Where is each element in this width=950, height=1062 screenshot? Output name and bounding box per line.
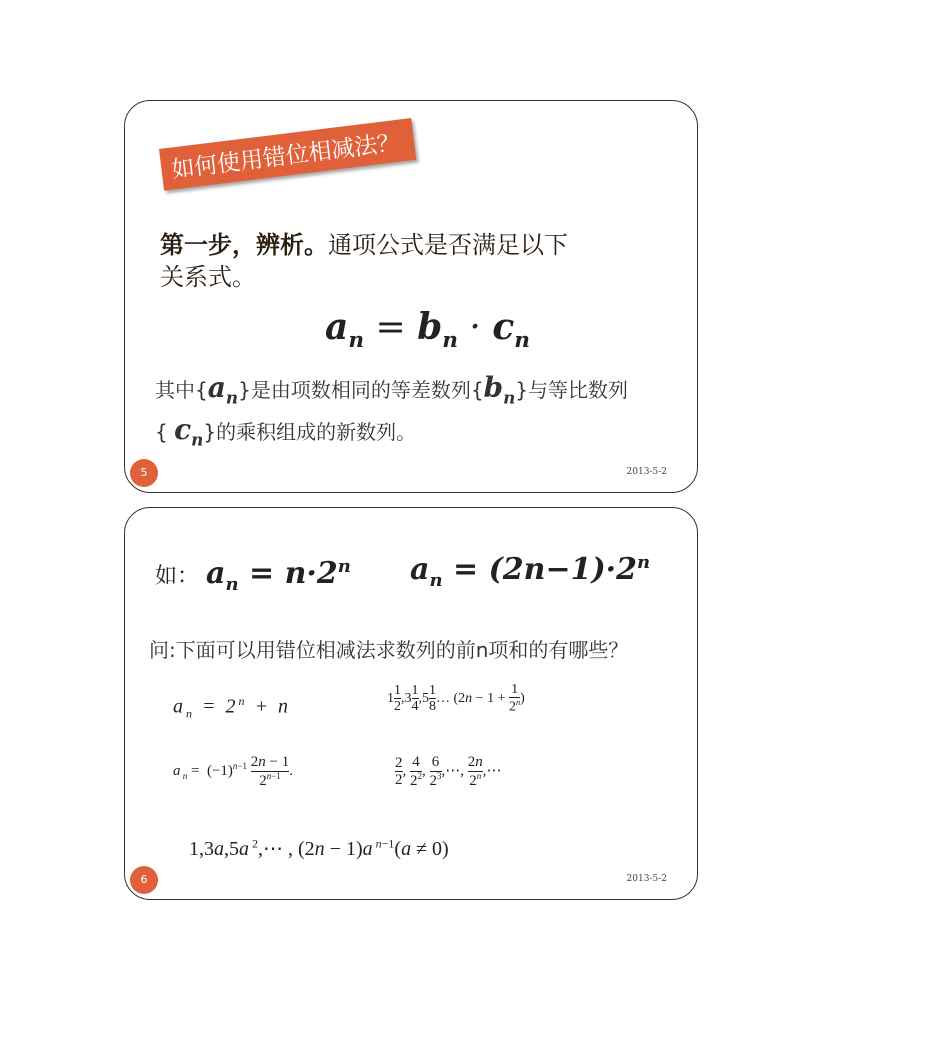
- slide-date: 2013-5-2: [626, 467, 667, 477]
- sequence-2: 1 $\frac{1}{2}$ ,3 $\frac{1}{4}$ ,5 $\frac{1}{8}$ … (2n − 1 + $\frac{1}{2^n}$ ): [387, 682, 525, 716]
- main-formula: $a_n = b_n \cdot c_n$: [325, 306, 530, 354]
- sequence-5: 1,3a,5a $^2$,⋯ , (2n − 1)a $^{n-1}$(a ≠ 0): [189, 836, 449, 860]
- slide-banner: 如何使用错位相减法？: [159, 118, 416, 191]
- body-line-1: 其中$\{a_n\}$是由项数相同的等差数列$\{b_n\}$与等比数列: [155, 371, 629, 408]
- question-text: 问:下面可以用错位相减法求数列的前n项和的有哪些？: [149, 638, 629, 662]
- slide-number: 6: [130, 866, 158, 894]
- sequence-1: a $_n$ = 2 $^n$ + n: [173, 694, 288, 721]
- slide-6: [124, 507, 698, 900]
- example-formula-2: $a_n = (2n-1)\cdot 2^n$: [410, 552, 651, 591]
- heading-bold: 第一步，辨析。: [160, 231, 328, 259]
- example-label: 如：: [155, 564, 200, 589]
- slide-date: 2013-5-2: [626, 874, 667, 884]
- slide-heading: [160, 229, 568, 293]
- heading-line2: 关系式。: [160, 263, 256, 291]
- example-formulas: 如： $a_n = n\cdot 2^n$: [155, 556, 351, 595]
- heading-rest: 通项公式是否满足以下: [328, 231, 568, 259]
- slide-number: 5: [130, 459, 158, 487]
- sequence-4: $\frac{2}{2}$ , $\frac{4}{2^2}$ , $\frac{6}{2^3}$ ,⋯, $\frac{2n}{2^n}$ ,⋯: [395, 754, 502, 789]
- slide-5: [124, 100, 698, 493]
- body-line-2: { $c_n$}的乘积组成的新数列。: [155, 413, 417, 450]
- sequence-3: a $_n = (-1)^{n-1}$ $\frac{2n - 1}{2^{n-1}}$ .: [173, 754, 293, 789]
